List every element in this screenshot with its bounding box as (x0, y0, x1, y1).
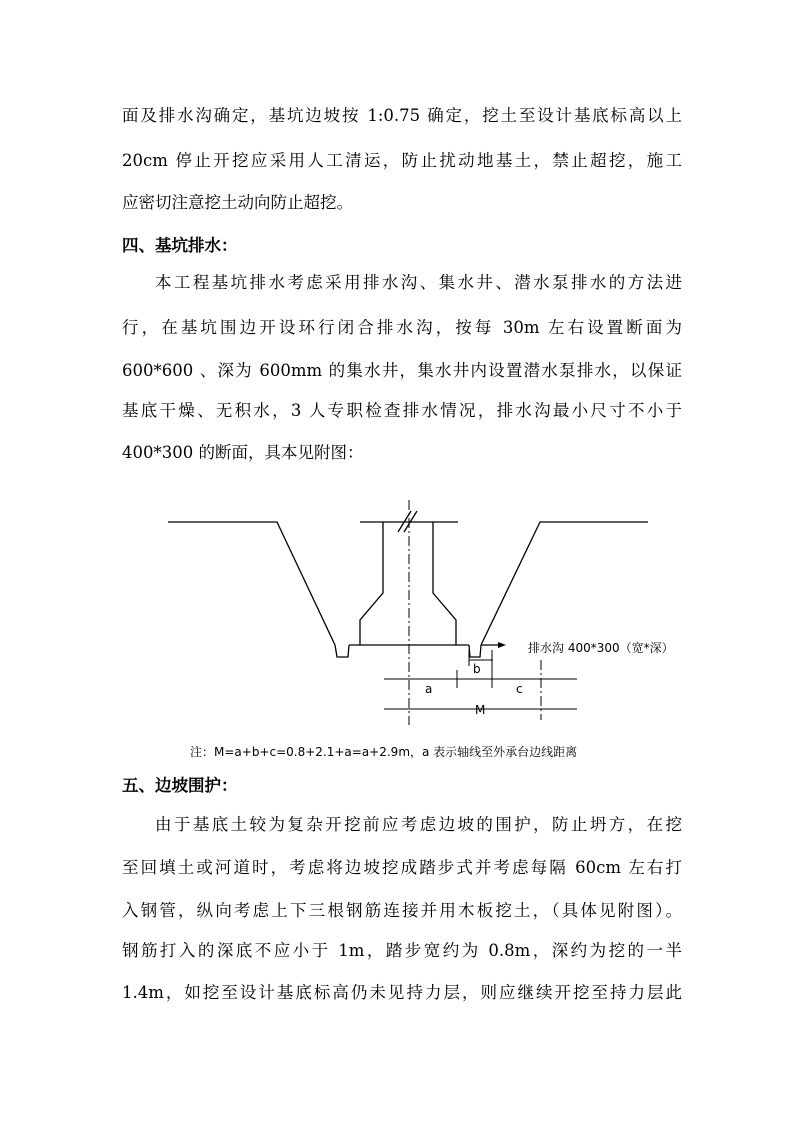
dim-label-c: c (516, 682, 523, 696)
ditch-label: 排水沟 400*300（宽*深） (528, 641, 674, 655)
line-9: 400*300 的断面，具本见附图： (122, 443, 364, 462)
dim-label-a: a (425, 682, 433, 696)
drainage-ditch-diagram (0, 495, 794, 745)
left-slope (168, 522, 335, 645)
column-right (433, 522, 456, 645)
heading-slope-protection: 五、边坡围护： (122, 776, 238, 795)
left-ditch (335, 645, 349, 657)
dim-label-m: M (475, 703, 486, 717)
line-1: 面及排水沟确定，基坑边坡按 1:0.75 确定，挖土至设计基底标高以上 (122, 106, 682, 125)
right-slope (481, 522, 648, 645)
line-3: 应密切注意挖土动向防止超挖。 (122, 193, 353, 212)
line-5: 本工程基坑排水考虑采用排水沟、集水井、潜水泵排水的方法进 (155, 273, 682, 292)
right-ditch (469, 645, 481, 657)
ditch-arrow-head (498, 642, 506, 648)
line-11: 由于基底土较为复杂开挖前应考虑边坡的围护，防止坍方，在挖 (155, 815, 682, 834)
heading-drainage: 四、基坑排水： (122, 236, 238, 255)
line-6: 行，在基坑围边开设环行闭合排水沟，按每 30m 左右设置断面为 (122, 318, 682, 337)
line-13: 入钢管，纵向考虑上下三根钢筋连接并用木板挖土，（具体见附图）。 (122, 901, 682, 920)
line-7: 600*600 、深为 600mm 的集水井，集水井内设置潜水泵排水，以保证 (122, 361, 682, 380)
line-12: 至回填土或河道时，考虑将边坡挖成踏步式并考虑每隔 60cm 左右打 (122, 858, 682, 877)
line-8: 基底干燥、无积水，3 人专职检查排水情况，排水沟最小尺寸不小于 (122, 401, 682, 420)
line-14: 钢筋打入的深底不应小于 1m，踏步宽约为 0.8m，深约为挖的一半 (122, 941, 682, 960)
line-2: 20cm 停止开挖应采用人工清运，防止扰动地基土，禁止超挖，施工 (122, 151, 682, 170)
figure-note: 注：M=a+b+c=0.8+2.1+a=a+2.9m，a 表示轴线至外承台边线距离 (190, 745, 578, 759)
dim-label-b: b (473, 662, 481, 676)
column-left (360, 522, 383, 645)
line-15: 1.4m，如挖至设计基底标高仍未见持力层，则应继续开挖至持力层此 (122, 983, 682, 1002)
